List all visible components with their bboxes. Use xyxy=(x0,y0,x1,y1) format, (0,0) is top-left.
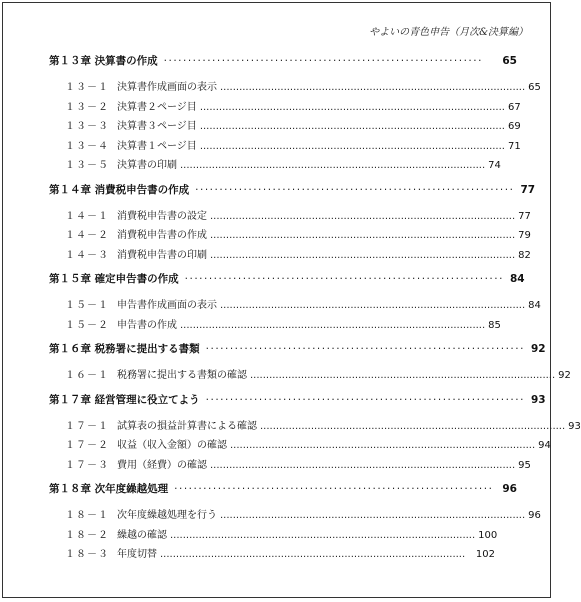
dot-leader: ................................................................................................ xyxy=(160,549,466,560)
section-number: １３－２ xyxy=(65,101,109,113)
chapter-entry[interactable] xyxy=(49,271,525,290)
dot-leader: ................................................................................................ xyxy=(210,210,516,222)
chapter-title: 第１６章 税務署に提出する書類 xyxy=(49,343,200,355)
dot-leader: ................................................................................................ xyxy=(210,459,516,471)
section-entry[interactable] xyxy=(49,417,581,437)
dot-leader: ................................................................................................ xyxy=(230,440,536,451)
section-page-number: 77 xyxy=(518,210,531,222)
running-header: やよいの青色申告（月次&決算編） xyxy=(369,27,528,38)
dot-leader: ................................................................................................ xyxy=(210,249,516,261)
section-number: １４－３ xyxy=(65,249,109,261)
section-entry[interactable] xyxy=(49,366,571,386)
dot-leader: ·································································· xyxy=(195,183,515,196)
dot-leader: ................................................................................................ xyxy=(180,160,486,171)
section-number: １４－２ xyxy=(65,230,109,241)
dot-leader: ................................................................................................ xyxy=(220,82,526,93)
chapter-page-number: 92 xyxy=(530,343,546,355)
section-number: １７－２ xyxy=(65,440,109,451)
section-page-number: 82 xyxy=(518,249,531,261)
section-page-number: 100 xyxy=(478,529,498,541)
section-page-number: 74 xyxy=(488,160,501,171)
toc-chapter xyxy=(49,392,581,476)
section-entry[interactable] xyxy=(49,226,531,246)
section-number: １３－１ xyxy=(65,82,109,93)
section-entry[interactable] xyxy=(49,156,517,176)
dot-leader: ................................................................................................ xyxy=(260,420,566,432)
section-page-number: 92 xyxy=(558,370,571,381)
section-page-number: 67 xyxy=(507,101,521,113)
dot-leader: ·································································· xyxy=(174,483,494,495)
chapter-entry[interactable] xyxy=(49,392,546,411)
section-entry[interactable] xyxy=(49,137,521,157)
section-title: 収益（収入金額）の確認 xyxy=(117,440,227,451)
section-entry[interactable] xyxy=(49,526,517,546)
section-page-number: 94 xyxy=(538,440,551,451)
chapter-title: 第１４章 消費税申告書の作成 xyxy=(49,183,190,196)
chapter-title: 第１７章 経営管理に役立てよう xyxy=(49,393,200,406)
section-number: １８－２ xyxy=(65,529,109,541)
section-number: １７－３ xyxy=(65,459,109,471)
dot-leader: ·································································· xyxy=(163,55,483,67)
section-title: 決算書の印刷 xyxy=(117,160,177,171)
chapter-entry[interactable] xyxy=(49,341,546,360)
dot-leader: ................................................................................................ xyxy=(199,101,505,113)
section-title: 消費税申告書の作成 xyxy=(117,230,207,241)
section-entry[interactable] xyxy=(49,506,541,526)
dot-leader: ................................................................................................ xyxy=(220,300,526,311)
section-number: １８－３ xyxy=(65,549,109,560)
section-title: 税務署に提出する書類の確認 xyxy=(117,370,247,381)
dot-leader: ................................................................................................ xyxy=(180,319,486,331)
section-number: １６－１ xyxy=(65,370,109,381)
section-entry[interactable] xyxy=(49,98,521,118)
section-entry[interactable] xyxy=(49,456,531,476)
section-title: 年度切替 xyxy=(117,549,157,560)
dot-leader: ................................................................................................ xyxy=(170,529,476,541)
chapter-entry[interactable] xyxy=(49,481,517,500)
section-entry[interactable] xyxy=(49,117,521,137)
section-title: 試算表の損益計算書による確認 xyxy=(117,420,257,432)
section-title: 申告書作成画面の表示 xyxy=(117,300,217,311)
section-number: １３－３ xyxy=(65,121,109,132)
dot-leader: ................................................................................................ xyxy=(220,510,526,521)
section-number: １５－２ xyxy=(65,319,109,331)
section-number: １３－５ xyxy=(65,160,109,171)
section-title: 決算書２ページ目 xyxy=(117,101,197,113)
section-entry[interactable] xyxy=(49,246,531,266)
table-of-contents xyxy=(49,53,581,571)
chapter-page-number: 96 xyxy=(502,483,517,495)
section-page-number: 69 xyxy=(507,121,521,132)
dot-leader: ................................................................................................ xyxy=(250,370,556,381)
dot-leader: ................................................................................................ xyxy=(199,121,505,132)
section-entry[interactable] xyxy=(49,78,541,98)
chapter-title: 第１５章 確定申告書の作成 xyxy=(49,273,179,285)
section-title: 消費税申告書の印刷 xyxy=(117,249,207,261)
section-title: 消費税申告書の設定 xyxy=(117,210,207,222)
section-page-number: 65 xyxy=(528,82,541,93)
section-entry[interactable] xyxy=(49,316,517,336)
section-entry[interactable] xyxy=(49,207,531,227)
chapter-title: 第１８章 次年度繰越処理 xyxy=(49,483,169,495)
section-title: 申告書の作成 xyxy=(117,319,177,331)
section-entry[interactable] xyxy=(49,296,541,316)
chapter-title: 第１３章 決算書の作成 xyxy=(49,55,158,67)
section-page-number: 71 xyxy=(507,140,521,152)
toc-chapter xyxy=(49,341,571,386)
section-number: １５－１ xyxy=(65,300,109,311)
section-number: １８－１ xyxy=(65,510,109,521)
section-title: 繰越の確認 xyxy=(117,529,167,541)
section-page-number: 96 xyxy=(528,510,541,521)
dot-leader: ·································································· xyxy=(205,393,525,406)
section-entry[interactable] xyxy=(49,545,517,565)
section-title: 費用（経費）の確認 xyxy=(117,459,207,471)
chapter-page-number: 65 xyxy=(502,55,517,67)
toc-chapter xyxy=(49,271,541,335)
section-number: １３－４ xyxy=(65,140,109,152)
section-page-number: 95 xyxy=(518,459,531,471)
toc-chapter xyxy=(49,53,541,176)
section-number: １７－１ xyxy=(65,420,109,432)
section-title: 決算書１ページ目 xyxy=(117,140,197,152)
section-page-number: 93 xyxy=(568,420,581,432)
section-title: 次年度繰越処理を行う xyxy=(117,510,217,521)
dot-leader: ·································································· xyxy=(205,343,525,355)
dot-leader: ·································································· xyxy=(184,273,504,285)
section-page-number: 84 xyxy=(528,300,541,311)
section-title: 決算書３ページ目 xyxy=(117,121,197,132)
chapter-page-number: 93 xyxy=(530,393,546,406)
toc-chapter xyxy=(49,481,541,565)
chapter-page-number: 84 xyxy=(509,273,525,285)
section-page-number: 79 xyxy=(518,230,531,241)
document-page xyxy=(2,2,581,598)
dot-leader: ................................................................................................ xyxy=(210,230,516,241)
toc-chapter xyxy=(49,182,536,266)
chapter-entry[interactable] xyxy=(49,182,536,201)
section-page-number: 102 xyxy=(475,549,495,560)
chapter-page-number: 77 xyxy=(520,183,536,196)
section-page-number: 85 xyxy=(488,319,501,331)
chapter-entry[interactable] xyxy=(49,53,517,72)
section-title: 決算書作成画面の表示 xyxy=(117,82,217,93)
section-entry[interactable] xyxy=(49,436,551,456)
dot-leader: ................................................................................................ xyxy=(199,140,505,152)
section-number: １４－１ xyxy=(65,210,109,222)
